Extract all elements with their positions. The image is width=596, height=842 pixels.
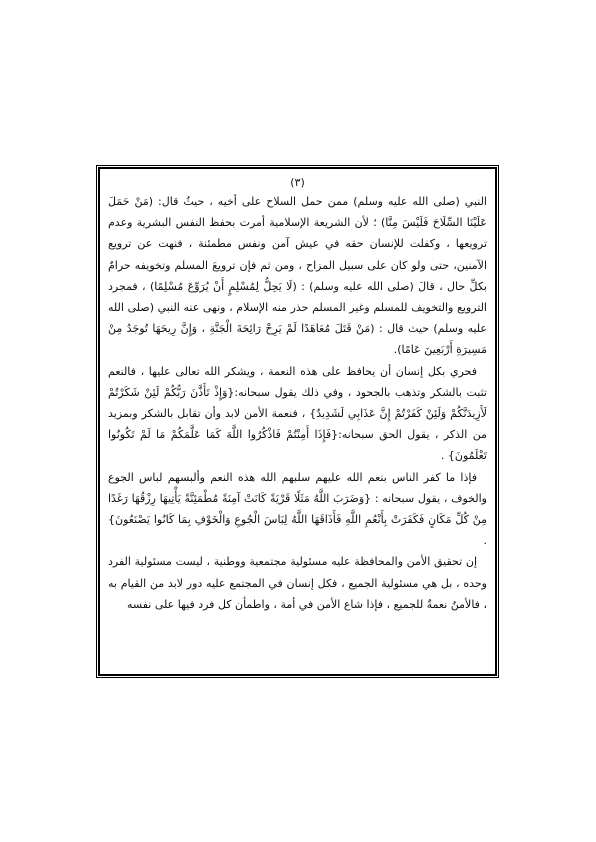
page-border: [98, 167, 497, 676]
paragraph-3: فإذا ما كفر الناس بنعم الله عليهم سلبهم الله هذه النعم وألبسهم لباس الجوع والخوف ، يقول سبحانه : {وَضَرَبَ اللَّهُ مَثَلًا قَرْيَةً كَانَتْ آمِنَةً مُطْمَئِنَّةً يَأْتِيهَا رِزْقُهَا رَغَدًا مِنْ كُلِّ مَكَانٍ فَكَفَرَتْ بِأَنْعُمِ اللَّهِ فَأَذَاقَهَا اللَّهُ لِبَاسَ الْجُوعِ وَالْخَوْفِ بِمَا كَانُوا يَصْنَعُونَ} .: [108, 470, 487, 548]
paragraph-2: فحري بكل إنسان أن يحافظ على هذه النعمة ، ويشكر الله تعالى عليها ، فالنعم تثبت بالشكر وتذهب بالجحود ، وفي ذلك يقول سبحانه:{وَإِذْ تَأَذَّنَ رَبُّكُمْ لَئِنْ شَكَرْتُمْ لَأَزِيدَنَّكُمْ وَلَئِنْ كَفَرْتُمْ إِنَّ عَذَابِي لَشَدِيدٌ} ، فنعمة الأمن لابد وأن تقابل بالشكر وبمزيد من الذكر ، يقول الحق سبحانه:{فَإِذَا أَمِنْتُمْ فَاذْكُرُوا اللَّهَ كَمَا عَلَّمَكُمْ مَا لَمْ تَكُونُوا تَعْلَمُونَ} .: [108, 364, 487, 463]
paragraph-1: النبي (صلى الله عليه وسلم) ممن حمل السلاح على أخيه ، حيثُ قال: (مَنْ حَمَلَ عَلَيْنَا السِّلَاحَ فَلَيْسَ مِنَّا) ؛ لأن الشريعة الإسلامية أمرت بحفظ النفس البشرية وعدم ترويعها ، وكفلت للإنسان حقه في عيش آمن ونفس مطمئنة ، فنهت عن ترويع الآمنين، حتى ولو كان على سبيل المزاح ، ومن ثم فإن ترويعَ المسلم وتخويفه حرامٌ بكلِّ حال ، قالَ (صلى الله عليه وسلم) : (لَا يَحِلُّ لِمُسْلِمٍ أَنْ يُرَوِّعَ مُسْلِمًا) ، فمجرد الترويع والتخويف للمسلم وغير المسلم حذر منه الإسلام ، ونهى عنه النبي (صلى الله عليه وسلم) حيث قال : (مَنْ قَتَلَ مُعَاهَدًا لَمْ يَرِحْ رَائِحَةَ الْجَنَّةِ ، وَإِنَّ رِيحَهَا تُوجَدُ مِنْ مَسِيرَةِ أَرْبَعِينَ عَامًا).: [108, 195, 487, 357]
document-body: [100, 169, 495, 619]
page-number: (٣): [290, 176, 305, 189]
paragraph-4: إن تحقيق الأمن والمحافظة عليه مسئولية مجتمعية ووطنية ، ليست مسئولية الفرد وحده ، بل هي مسئولية الجميع ، فكل إنسان في المجتمع عليه دور لابد من القيام به ، فالأمنُ نعمةٌ للجميع ، فإذا شاع الأمن في أمة ، واطمأن كل فرد فيها على نفسه: [108, 555, 487, 611]
